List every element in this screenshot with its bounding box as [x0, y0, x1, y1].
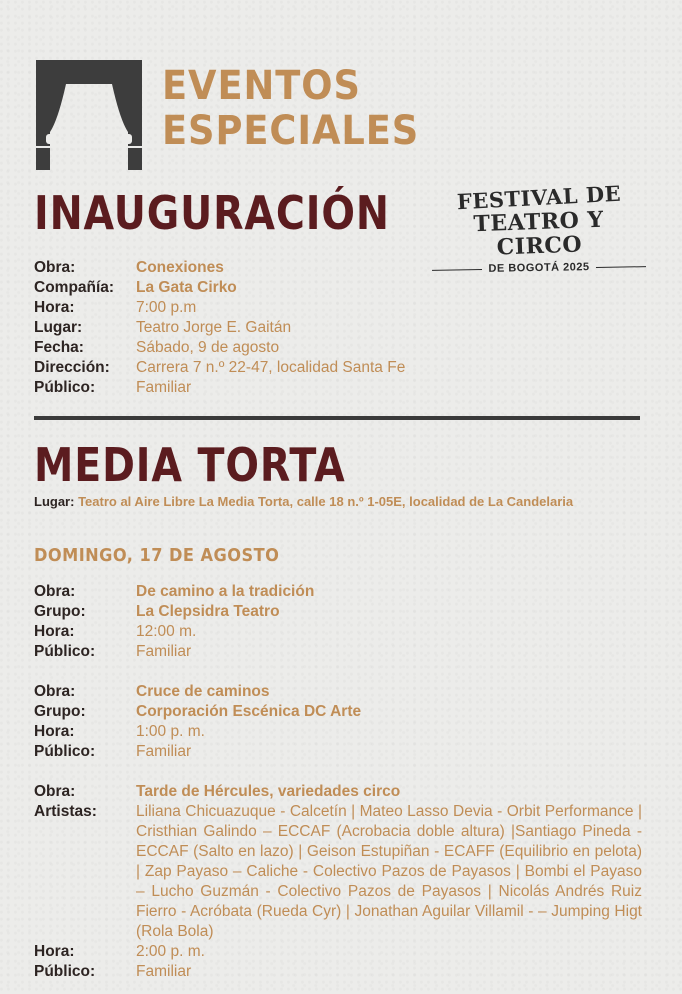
detail-label: Obra: [34, 683, 76, 700]
festival-logo-line2: TEATRO Y CIRCO [473, 206, 605, 261]
detail-value: 7:00 p.m [136, 299, 197, 316]
inauguracion-title: INAUGURACIÓN [34, 186, 390, 240]
event-1-details [34, 582, 654, 662]
detail-label: Grupo: [34, 703, 86, 720]
detail-label: Dirección: [34, 359, 110, 376]
detail-value: Conexiones [136, 259, 224, 276]
detail-value: La Gata Cirko [136, 279, 237, 296]
date-heading: DOMINGO, 17 DE AGOSTO [34, 545, 280, 566]
section-title-line1: EVENTOS [162, 63, 361, 109]
detail-value: Familiar [136, 643, 192, 660]
media-torta-lugar [34, 494, 573, 509]
event-3-details [34, 782, 654, 982]
section-divider [34, 416, 640, 420]
section-title [162, 64, 419, 154]
detail-label: Público: [34, 379, 96, 396]
detail-label: Público: [34, 743, 96, 760]
event-2-details [34, 682, 654, 762]
detail-label: Obra: [34, 259, 76, 276]
detail-value: Familiar [136, 743, 192, 760]
detail-value: Familiar [136, 963, 192, 980]
detail-label: Grupo: [34, 603, 86, 620]
festival-logo-line3: DE BOGOTÁ 2025 [488, 261, 590, 275]
detail-value: Sábado, 9 de agosto [136, 339, 280, 356]
detail-value: 2:00 p. m. [136, 943, 205, 960]
detail-label: Hora: [34, 723, 75, 740]
detail-value: Familiar [136, 379, 192, 396]
artists-list: Liliana Chicuazuque - Calcetín | Mateo Lasso Devia - Orbit Performance | Cristhian Galindo – ECCAF (Acrobacia doble altura) |Santiago Pineda - ECCAF (Salto en lazo) | Geison Estupiñan - ECAFF (Equilibrio en pelota) | Zap Payaso – Caliche - Colectivo Pazos de Payasos | Bombi el Payaso – Lucho Guzmán - Colectivo Pazos de Payasos | Nicolás Andrés Ruiz Fierro - Acróbata (Rueda Cyr) | Jonathan Aguilar Villamil - – Jumping Higt (Rola Bola) [136, 803, 642, 940]
detail-label: Obra: [34, 583, 76, 600]
section-title-line2: ESPECIALES [162, 108, 420, 154]
detail-value: La Clepsidra Teatro [136, 603, 280, 620]
detail-label: Obra: [34, 783, 76, 800]
detail-label: Artistas: [34, 803, 97, 820]
detail-label: Hora: [34, 943, 75, 960]
inauguracion-details [34, 258, 654, 398]
detail-label: Fecha: [34, 339, 84, 356]
detail-label: Compañía: [34, 279, 115, 296]
detail-label: Lugar: [34, 319, 83, 336]
detail-value: Cruce de caminos [136, 683, 270, 700]
detail-label: Público: [34, 963, 96, 980]
detail-value: Corporación Escénica DC Arte [136, 703, 362, 720]
detail-value: Carrera 7 n.º 22-47, localidad Santa Fe [136, 359, 406, 376]
detail-value: De camino a la tradición [136, 583, 315, 600]
media-torta-title: MEDIA TORTA [34, 438, 346, 492]
lugar-label: Lugar: [34, 494, 75, 509]
detail-value: 1:00 p. m. [136, 723, 205, 740]
detail-label: Hora: [34, 623, 75, 640]
lugar-value: Teatro al Aire Libre La Media Torta, calle 18 n.º 1-05E, localidad de La Candelaria [78, 494, 574, 509]
detail-value: 12:00 m. [136, 623, 197, 640]
detail-value: Teatro Jorge E. Gaitán [136, 319, 292, 336]
detail-label: Público: [34, 643, 96, 660]
detail-value: Tarde de Hércules, variedades circo [136, 783, 401, 800]
detail-label: Hora: [34, 299, 75, 316]
festival-logo-line1: FESTIVAL DE [456, 180, 622, 215]
stage-curtain-icon [36, 60, 142, 170]
